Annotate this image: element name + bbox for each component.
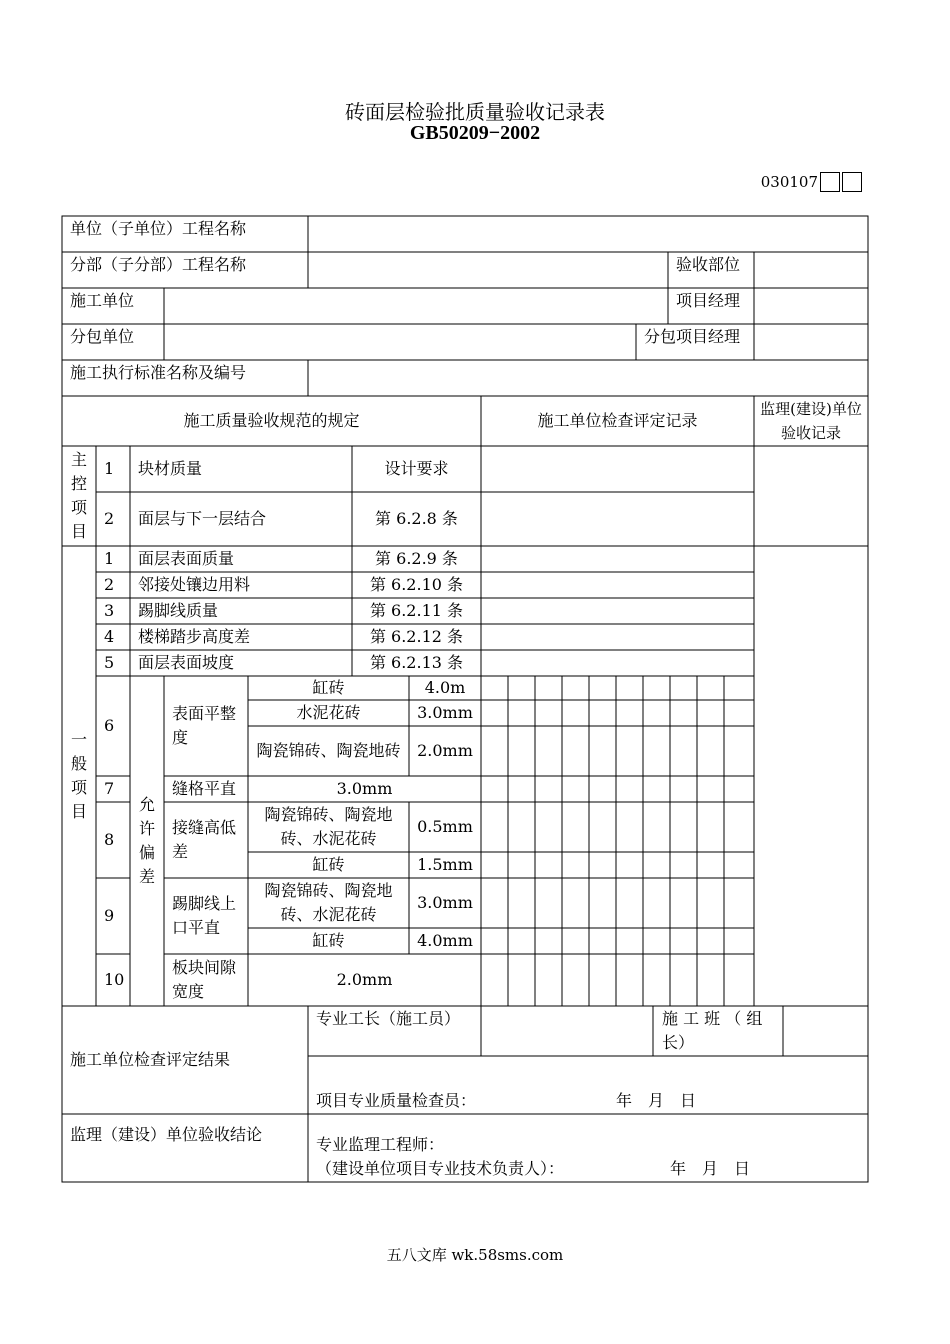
contractor-label: 施工单位 (70, 291, 135, 310)
standard-field[interactable] (308, 360, 868, 396)
pm-field[interactable] (754, 288, 868, 324)
allow-char: 偏 (138, 843, 155, 862)
check-record-field[interactable] (481, 446, 754, 676)
general-item-name: 邻接处镶边用料 (138, 575, 251, 594)
general-item-req: 第 6.2.9 条 (375, 549, 458, 568)
footer-watermark: 五八文库 wk.58sms.com (386, 1246, 564, 1264)
team-leader-label: 施 工 班 （ 组 长） (662, 1009, 763, 1052)
deviation-item-no: 10 (104, 970, 125, 989)
tolerance-value: 0.5mm (417, 817, 473, 836)
foreman-label: 专业工长（施工员） (316, 1009, 461, 1028)
main-items-group (62, 446, 96, 546)
general-item-no: 3 (104, 601, 115, 620)
material-label: 陶瓷锦砖、陶瓷地砖、水泥花砖 (264, 805, 393, 848)
gap-width-label: 板块间隙宽度 (172, 958, 237, 1001)
spec-column-header: 施工质量验收规范的规定 (183, 411, 360, 430)
team-leader-field[interactable] (783, 1006, 868, 1056)
deviation-item-no: 7 (104, 779, 115, 798)
contractor-result-label: 施工单位检查评定结果 (70, 1050, 231, 1069)
general-item-req: 第 6.2.10 条 (369, 575, 464, 594)
sub-pm-label: 分包项目经理 (644, 327, 741, 346)
tolerance-value: 2.0mm (336, 970, 393, 989)
standard-code: GB50209−2002 (409, 122, 541, 144)
subproject-label: 分部（子分部）工程名称 (70, 255, 247, 274)
subproject-field[interactable] (308, 252, 668, 288)
tolerance-value: 4.0mm (417, 931, 473, 950)
general-item-no: 1 (104, 549, 115, 568)
deviation-item-no: 8 (104, 830, 115, 849)
general-items-group (62, 546, 96, 1006)
allow-char: 许 (138, 819, 155, 838)
material-label: 缸砖 (312, 931, 345, 950)
supervise-record-field[interactable] (754, 446, 868, 1006)
general-item-no: 5 (104, 653, 115, 672)
main-item-no: 1 (104, 459, 115, 478)
tolerance-value: 3.0mm (417, 703, 473, 722)
project-name-label: 单位（子单位）工程名称 (70, 219, 247, 238)
form-code-number: 030107 (760, 173, 818, 191)
general-group-char: 一 (70, 730, 87, 749)
inspector-label: 项目专业质量检查员： (316, 1091, 477, 1110)
main-item-req: 设计要求 (384, 459, 449, 478)
material-label: 缸砖 (312, 855, 345, 874)
tolerance-value: 3.0mm (336, 779, 393, 798)
tolerance-value: 1.5mm (417, 855, 473, 874)
accept-part-field[interactable] (754, 252, 868, 288)
material-label: 陶瓷锦砖、陶瓷地砖、水泥花砖 (264, 881, 393, 924)
seam-straight-label: 缝格平直 (172, 779, 237, 798)
check-column-header: 施工单位检查评定记录 (537, 411, 698, 430)
supervise-conclusion-label: 监理（建设）单位验收结论 (70, 1125, 263, 1144)
foreman-field[interactable] (481, 1006, 653, 1056)
contractor-field[interactable] (164, 288, 668, 324)
accept-part-label: 验收部位 (676, 255, 741, 274)
material-label: 缸砖 (312, 678, 345, 697)
allow-char: 差 (138, 867, 155, 886)
standard-label: 施工执行标准名称及编号 (70, 363, 247, 382)
joint-height-label: 接缝高低差 (172, 818, 237, 861)
allow-char: 允 (138, 795, 155, 814)
deviation-item-no: 9 (104, 906, 115, 925)
form-title: 砖面层检验批质量验收记录表 (345, 100, 605, 124)
skirting-label: 踢脚线上口平直 (172, 894, 237, 937)
main-group-char: 主 (70, 450, 87, 469)
main-item-name: 面层与下一层结合 (138, 509, 267, 528)
material-label: 水泥花砖 (296, 703, 361, 722)
main-group-char: 项 (70, 498, 87, 517)
tolerance-value: 3.0mm (417, 893, 473, 912)
main-item-req: 第 6.2.8 条 (375, 509, 458, 528)
general-item-name: 楼梯踏步高度差 (138, 627, 251, 646)
deviation-item-no: 6 (104, 716, 115, 735)
general-item-name: 踢脚线质量 (138, 601, 219, 620)
subcontractor-field[interactable] (164, 324, 636, 360)
main-group-char: 控 (70, 474, 87, 493)
supervise-column-header: 监理(建设)单位验收记录 (760, 400, 862, 442)
material-label: 陶瓷锦砖、陶瓷地砖 (256, 741, 401, 760)
general-item-req: 第 6.2.11 条 (369, 601, 464, 620)
subcontractor-label: 分包单位 (70, 327, 135, 346)
general-item-req: 第 6.2.12 条 (369, 627, 464, 646)
general-group-char: 目 (70, 802, 87, 821)
general-item-no: 2 (104, 575, 115, 594)
general-item-req: 第 6.2.13 条 (369, 653, 464, 672)
allowable-deviation-label (130, 676, 164, 1006)
project-name-field[interactable] (308, 216, 868, 252)
general-group-char: 般 (70, 754, 87, 773)
general-group-char: 项 (70, 778, 87, 797)
tolerance-value: 2.0mm (417, 741, 473, 760)
general-item-name: 面层表面坡度 (138, 653, 235, 672)
main-item-name: 块材质量 (138, 459, 203, 478)
main-group-char: 目 (70, 522, 87, 541)
general-item-no: 4 (104, 627, 115, 646)
engineer-label: 专业监理工程师： (316, 1135, 445, 1154)
main-item-no: 2 (104, 509, 115, 528)
owner-rep-label: （建设单位项目专业技术负责人）： (316, 1159, 565, 1178)
date-label: 年 月 日 (616, 1091, 697, 1110)
general-item-name: 面层表面质量 (138, 549, 235, 568)
pm-label: 项目经理 (676, 291, 741, 310)
tolerance-value: 4.0m (424, 678, 466, 697)
sub-pm-field[interactable] (754, 324, 868, 360)
flatness-label: 表面平整度 (172, 704, 237, 747)
date-label: 年 月 日 (670, 1159, 751, 1178)
